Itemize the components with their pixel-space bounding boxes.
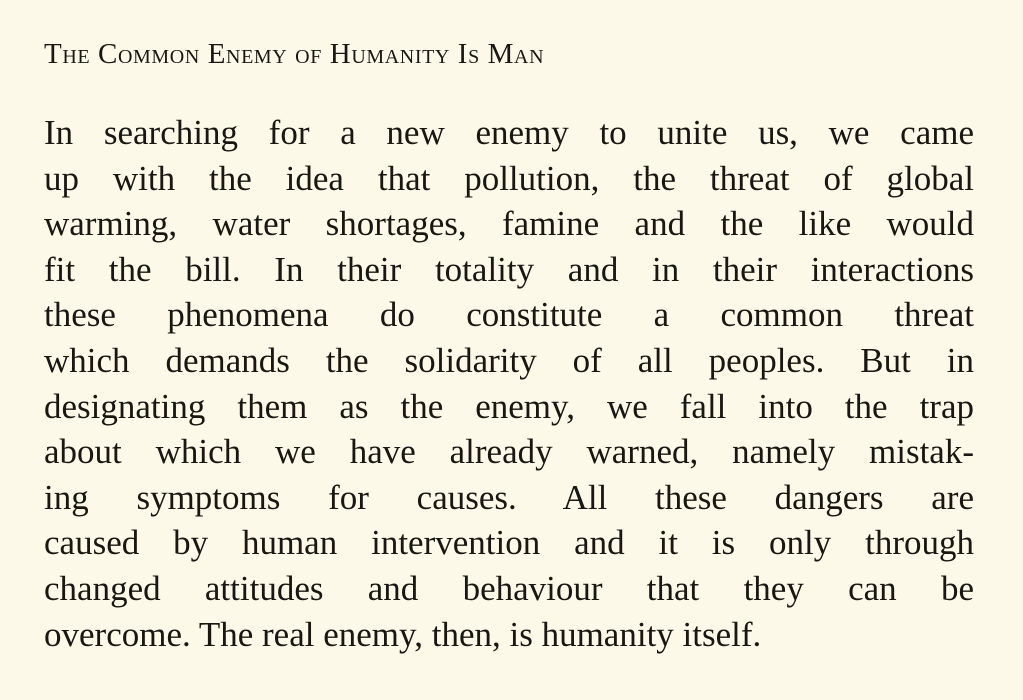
paragraph-line: designating them as the enemy, we fall into the trap <box>44 386 974 426</box>
paragraph-line: fit the bill. In their totality and in their interactions <box>44 249 974 289</box>
body-paragraph <box>44 110 974 657</box>
paragraph-line: warming, water shortages, famine and the like would <box>44 204 974 244</box>
paragraph-line: up with the idea that pollution, the threat of global <box>44 158 974 198</box>
paragraph-line: changed attitudes and behaviour that they can be <box>44 568 974 608</box>
paragraph-line: these phenomena do constitute a common threat <box>44 295 974 335</box>
paragraph-line: about which we have already warned, namely mistak- <box>44 432 974 472</box>
paragraph-line: overcome. The real enemy, then, is humanity itself. <box>44 614 762 654</box>
paragraph-line: which demands the solidarity of all peoples. But in <box>44 340 974 380</box>
section-heading: The Common Enemy of Humanity Is Man <box>44 38 545 70</box>
paragraph-line: ing symptoms for causes. All these dangers are <box>44 477 974 517</box>
paragraph-line: In searching for a new enemy to unite us, we came <box>44 113 974 152</box>
paragraph-line: caused by human intervention and it is only through <box>44 523 974 563</box>
